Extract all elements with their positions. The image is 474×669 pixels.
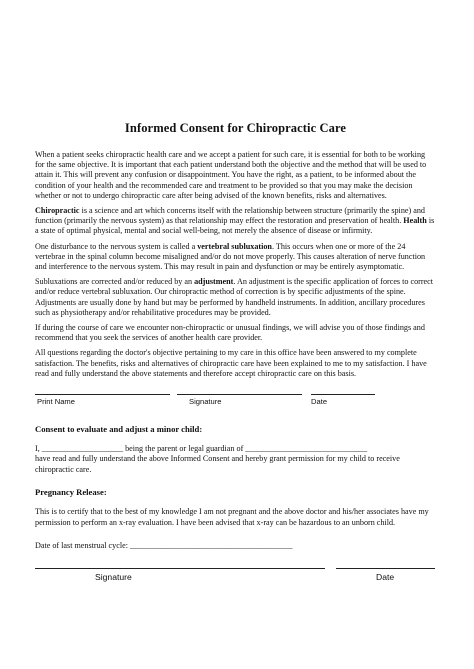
findings-paragraph: If during the course of care we encounter non-chiropractic or unusual findings, we will advise you of those findings and recommend that you seek the services of another health care provider.: [35, 323, 425, 343]
last-menstrual-cycle-row: [35, 541, 436, 550]
adjustment-intro-text: Subluxations are corrected and/or reduced by an: [35, 277, 195, 287]
adjustment-paragraph: [35, 277, 436, 318]
pregnancy-release-heading: Pregnancy Release:: [35, 487, 107, 498]
term-adjustment: adjustment: [194, 277, 234, 287]
minor-consent-text: [35, 444, 436, 475]
pregnancy-signature-label: Signature: [95, 572, 132, 583]
document-title: Informed Consent for Chiropractic Care: [124, 121, 347, 135]
subluxation-paragraph: [35, 242, 436, 273]
acceptance-paragraph: All questions regarding the doctor's objective pertaining to my care in this office have been answered to my complete satisfaction. The benefits, risks and alternatives of chiropractic care have been explained to me to my satisfaction. I have read and fully understand the above statements and therefore accept chiropractic care on this basis.: [35, 348, 427, 378]
lmp-label: Date of last menstrual cycle:: [35, 541, 130, 551]
print-name-label: Print Name: [37, 397, 75, 407]
signature-line[interactable]: [177, 394, 302, 395]
signature-label: Signature: [189, 397, 222, 407]
pregnancy-date-line[interactable]: [336, 568, 435, 569]
health-definition-text: is a state of optimal physical, mental and social well-being, not merely the absence of disease or infirmity.: [35, 216, 435, 236]
lmp-blank[interactable]: ________________________________________: [129, 541, 293, 551]
date-label: Date: [311, 397, 328, 407]
term-vertebral-subluxation: vertebral subluxation: [197, 241, 272, 251]
pregnancy-signature-line[interactable]: [35, 568, 325, 569]
signature-row-2: [35, 568, 436, 594]
signature-row-1: [35, 394, 436, 416]
subluxation-intro-text: One disturbance to the nervous system is called a: [35, 241, 198, 251]
term-chiropractic: Chiropractic: [35, 206, 80, 216]
minor-consent-heading: Consent to evaluate and adjust a minor child:: [35, 424, 203, 435]
adjustment-description-text: . An adjustment is the specific application of forces to correct and/or reduce vertebral subluxation. Our chiropractic method of correction is by specific adjustments of the spine. Adjustments are usually done by hand but may be performed by handheld instruments. In addition, ancillary procedures such as physiotherapy and/or rehabilitative procedures may be provided.: [35, 277, 434, 317]
subluxation-description-text: . This occurs when one or more of the 24 vertebrae in the spinal column become misaligned and/or do not move properly. This causes alteration of nerve function and interference to the nervous system. This may result in pain and dysfunction or may be entirely asymptomatic.: [35, 241, 426, 272]
term-health: Health: [403, 216, 427, 226]
chiropractic-definition-paragraph: [35, 206, 436, 237]
pregnancy-date-label: Date: [376, 572, 395, 583]
print-name-line[interactable]: [35, 394, 170, 395]
guardian-name-blank[interactable]: I, ____________________: [35, 444, 124, 454]
date-line[interactable]: [311, 394, 375, 395]
guardian-line: [35, 444, 436, 454]
chiropractic-definition-text: is a science and art which concerns itself with the relationship between structure (primarily the spine) and function (primarily the nervous system) as that relationship may effect the restoration and preservation of health.: [35, 206, 425, 226]
pregnancy-release-text: This is to certify that to the best of my knowledge I am not pregnant and the above doctor and his/her associates have my permission to perform an x-ray evaluation. I have been advised that x-ray can be hazardous to an unborn child.: [35, 507, 429, 527]
minor-consent-statement: have read and fully understand the above Informed Consent and hereby grant permission for my child to receive chiropractic care.: [35, 454, 400, 474]
intro-paragraph: When a patient seeks chiropractic health care and we accept a patient for such care, it is essential for both to be working for the same objective. It is important that each patient understand both the objective and the method that will be used to attain it. This will prevent any confusion or disappointment. You have the right, as a patient, to be informed about the condition of your health and the recommended care and treatment to be provided so that you may make the decision whether or not to undergo chiropractic care after being advised of the known benefits, risks and alternatives.: [35, 150, 427, 200]
child-name-blank[interactable]: being the parent or legal guardian of ______________________________: [123, 444, 368, 454]
